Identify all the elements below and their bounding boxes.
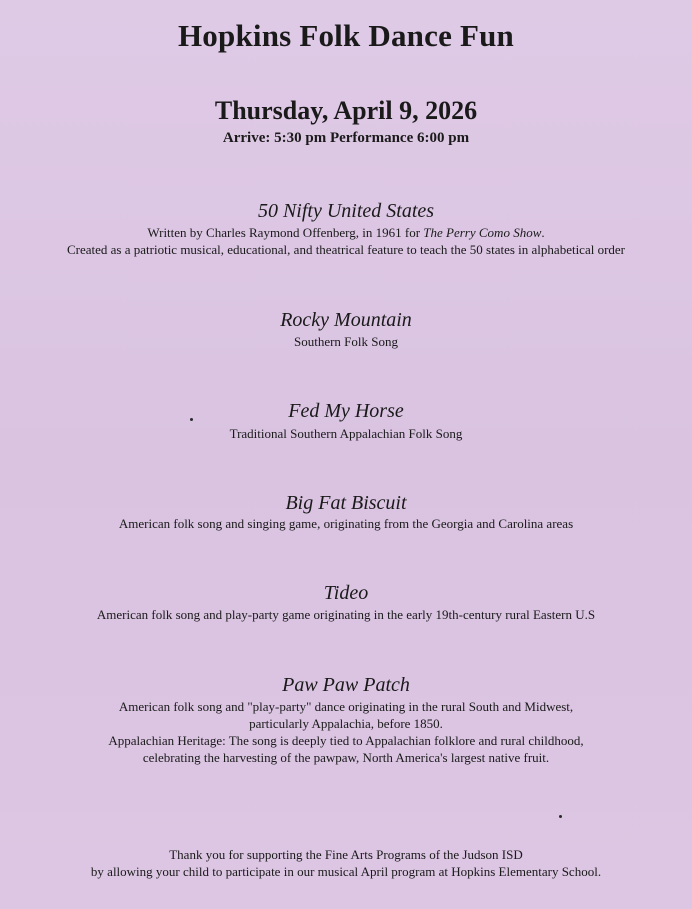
- song-title: Rocky Mountain: [280, 309, 412, 331]
- event-times: Arrive: 5:30 pm Performance 6:00 pm: [222, 130, 470, 146]
- song-description: Created as a patriotic musical, educational, and theatrical feature to teach the 50 states in alphabetical order: [66, 242, 626, 257]
- scan-speck: [559, 815, 562, 818]
- song-title: Fed My Horse: [288, 400, 404, 422]
- song-description: celebrating the harvesting of the pawpaw, North America's largest native fruit.: [142, 750, 550, 765]
- song-title: Tideo: [323, 582, 369, 604]
- scan-speck: [190, 418, 193, 421]
- song-title: Big Fat Biscuit: [285, 492, 407, 514]
- song-description: Southern Folk Song: [293, 334, 398, 349]
- song-description: American folk song and "play-party" dance originating in the rural South and Midwest,: [118, 699, 574, 714]
- page-title: Hopkins Folk Dance Fun: [177, 18, 514, 53]
- footer-thanks: Thank you for supporting the Fine Arts Programs of the Judson ISD: [169, 847, 523, 862]
- song-description: particularly Appalachia, before 1850.: [249, 716, 443, 731]
- song-description: Appalachian Heritage: The song is deeply tied to Appalachian folklore and rural childhood,: [108, 733, 584, 748]
- song-description: Traditional Southern Appalachian Folk Song: [229, 426, 463, 441]
- song-description: American folk song and play-party game originating in the early 19th-century rural Eastern U.S: [96, 607, 596, 622]
- event-date: Thursday, April 9, 2026: [214, 96, 478, 125]
- song-description: Written by Charles Raymond Offenberg, in 1961 for The Perry Como Show.: [147, 225, 545, 240]
- song-title: 50 Nifty United States: [257, 200, 435, 222]
- song-title: Paw Paw Patch: [282, 674, 410, 696]
- footer-thanks: by allowing your child to participate in our musical April program at Hopkins Elementary School.: [90, 864, 602, 879]
- song-description: American folk song and singing game, originating from the Georgia and Carolina areas: [118, 516, 574, 531]
